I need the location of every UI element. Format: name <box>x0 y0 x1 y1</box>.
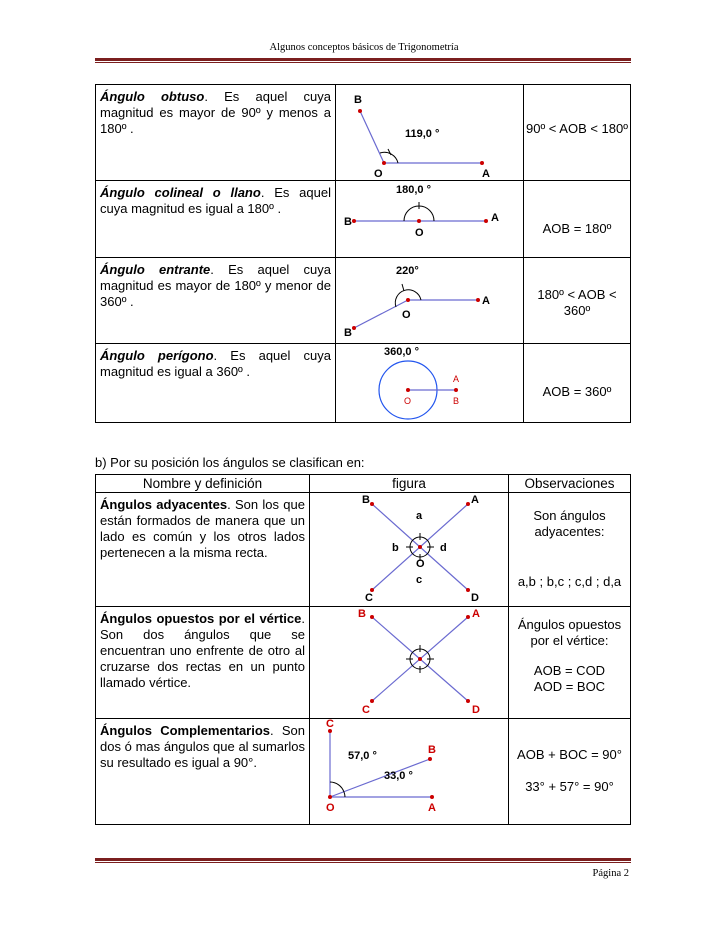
reflex-angle-figure <box>336 258 524 343</box>
point-label-c: C <box>326 719 334 730</box>
figure-cell <box>336 344 524 423</box>
definition-text: . Son los que están formados de manera que un lado es común y los otros lados pertenecen a la misma recta. <box>100 497 305 560</box>
point-label-c: C <box>362 704 370 716</box>
point-label-a: A <box>471 494 479 506</box>
observation-cell <box>509 493 631 607</box>
point-label-d: D <box>472 704 480 716</box>
page-header-title: Algunos conceptos básicos de Trigonometría <box>269 42 459 53</box>
observation-text: 180º < AOB < 360º <box>537 287 617 318</box>
table-row <box>96 493 631 607</box>
point-label-a: A <box>482 168 490 180</box>
straight-angle-figure <box>336 181 524 257</box>
observation-text: a,b ; b,c ; c,d ; d,a <box>517 574 622 589</box>
observation-text: AOD = BOC <box>533 679 606 694</box>
figure-cell <box>310 493 509 607</box>
definition-cell <box>96 181 336 258</box>
point-label-o: O <box>402 309 411 321</box>
point-label-o: O <box>415 227 424 239</box>
point-label-o: O <box>326 802 335 814</box>
point-label-b: B <box>428 744 436 756</box>
point-label-d: D <box>471 592 479 604</box>
point-label-b: B <box>453 396 460 406</box>
header-rule <box>95 58 631 61</box>
angle-label: 220° <box>396 265 419 277</box>
point-label-b: B <box>344 216 352 228</box>
definition-text: . Es aquel cuya magnitud es mayor de 180º y menor de 360º . <box>100 262 331 309</box>
term: Ángulo colineal o llano <box>100 185 261 200</box>
section-intro: b) Por su posición los ángulos se clasifican en: <box>95 455 365 470</box>
angle-label-d: d <box>440 542 447 554</box>
angle-magnitude-table <box>95 84 631 423</box>
angle-label-b: b <box>392 542 399 554</box>
observation-text: Ángulos opuestos por el vértice: <box>517 617 622 648</box>
angle-label-33: 33,0 ° <box>384 770 413 782</box>
point-label-b: B <box>354 94 362 106</box>
angle-position-table <box>95 474 631 825</box>
point-label-o: O <box>374 168 383 180</box>
definition-text: . Es aquel cuya magnitud es igual a 360º . <box>100 348 331 379</box>
observation-cell <box>524 344 631 423</box>
vertical-angles-figure <box>310 607 509 718</box>
observation-text: AOB = 180º <box>542 221 612 236</box>
observation-text: AOB = 360º <box>542 384 612 399</box>
definition-cell <box>96 344 336 423</box>
definition-text: . Son dos ó mas ángulos que al sumarlos su resultado es igual a 90°. <box>100 723 305 770</box>
observation-cell <box>524 181 631 258</box>
figure-cell <box>310 719 509 825</box>
definition-cell <box>96 258 336 344</box>
point-label-a: A <box>428 802 436 814</box>
figure-cell <box>310 607 509 719</box>
point-label-o: O <box>416 558 425 570</box>
point-label-a: A <box>482 295 490 307</box>
footer-rule <box>95 858 631 861</box>
figure-cell <box>336 258 524 344</box>
angle-label: 180,0 ° <box>396 184 431 196</box>
figure-cell <box>336 181 524 258</box>
table-row <box>96 344 631 423</box>
point-label-b: B <box>358 608 366 620</box>
header-rule-thin <box>95 62 631 63</box>
column-header: Nombre y definición <box>96 475 310 493</box>
definition-cell <box>96 493 310 607</box>
observation-text: 33° + 57° = 90° <box>525 779 614 794</box>
table-row <box>96 719 631 825</box>
point-label-c: C <box>365 592 373 604</box>
observation-text: 90º < AOB < 180º <box>525 121 628 136</box>
term: Ángulos Complementarios <box>100 723 271 738</box>
observation-cell <box>509 607 631 719</box>
observation-text: AOB = COD <box>533 663 606 678</box>
observation-cell <box>524 258 631 344</box>
observation-text: Son ángulos adyacentes: <box>533 508 606 539</box>
definition-cell <box>96 719 310 825</box>
table-row <box>96 258 631 344</box>
angle-label: 119,0 ° <box>405 128 440 140</box>
angle-label-57: 57,0 ° <box>348 750 377 762</box>
point-label-a: A <box>453 374 460 384</box>
point-label-a: A <box>472 608 480 620</box>
term: Ángulo entrante <box>100 262 211 277</box>
table-row <box>96 181 631 258</box>
definition-cell <box>96 607 310 719</box>
table-header-row <box>96 475 631 493</box>
point-label-o: O <box>404 396 412 406</box>
definition-text: . Son dos ángulos que se encuentran uno enfrente de otro al cruzarse dos rectas en un punto llamado vértice. <box>100 611 305 690</box>
definition-text: . Es aquel cuya magnitud es igual a 180º . <box>100 185 331 216</box>
term: Ángulos adyacentes <box>100 497 228 512</box>
term: Ángulo perígono <box>100 348 214 363</box>
table-row <box>96 607 631 719</box>
angle-label-a: a <box>416 510 423 522</box>
obtuse-angle-figure <box>336 85 524 180</box>
point-label-b: B <box>344 327 352 339</box>
page-number: Página 2 <box>592 868 629 879</box>
definition-text: . Es aquel cuya magnitud es mayor de 90º y menos a 180º . <box>100 89 332 136</box>
term: Ángulos opuestos por el vértice <box>100 611 302 626</box>
term: Ángulo obtuso <box>100 89 205 104</box>
angle-label: 360,0 ° <box>384 346 419 358</box>
figure-cell <box>336 85 524 181</box>
definition-cell <box>96 85 336 181</box>
table-row <box>96 85 631 181</box>
complementary-angles-figure <box>310 719 509 824</box>
observation-text: AOB + BOC = 90° <box>517 747 622 762</box>
adjacent-angles-figure <box>310 493 509 606</box>
observation-cell <box>509 719 631 825</box>
footer-rule-thin <box>95 862 631 863</box>
point-label-b: B <box>362 494 370 506</box>
column-header: figura <box>310 475 509 493</box>
point-label-a: A <box>491 212 499 224</box>
full-angle-figure <box>336 344 524 422</box>
observation-cell <box>524 85 631 181</box>
column-header: Observaciones <box>509 475 631 493</box>
angle-label-c: c <box>416 574 423 586</box>
